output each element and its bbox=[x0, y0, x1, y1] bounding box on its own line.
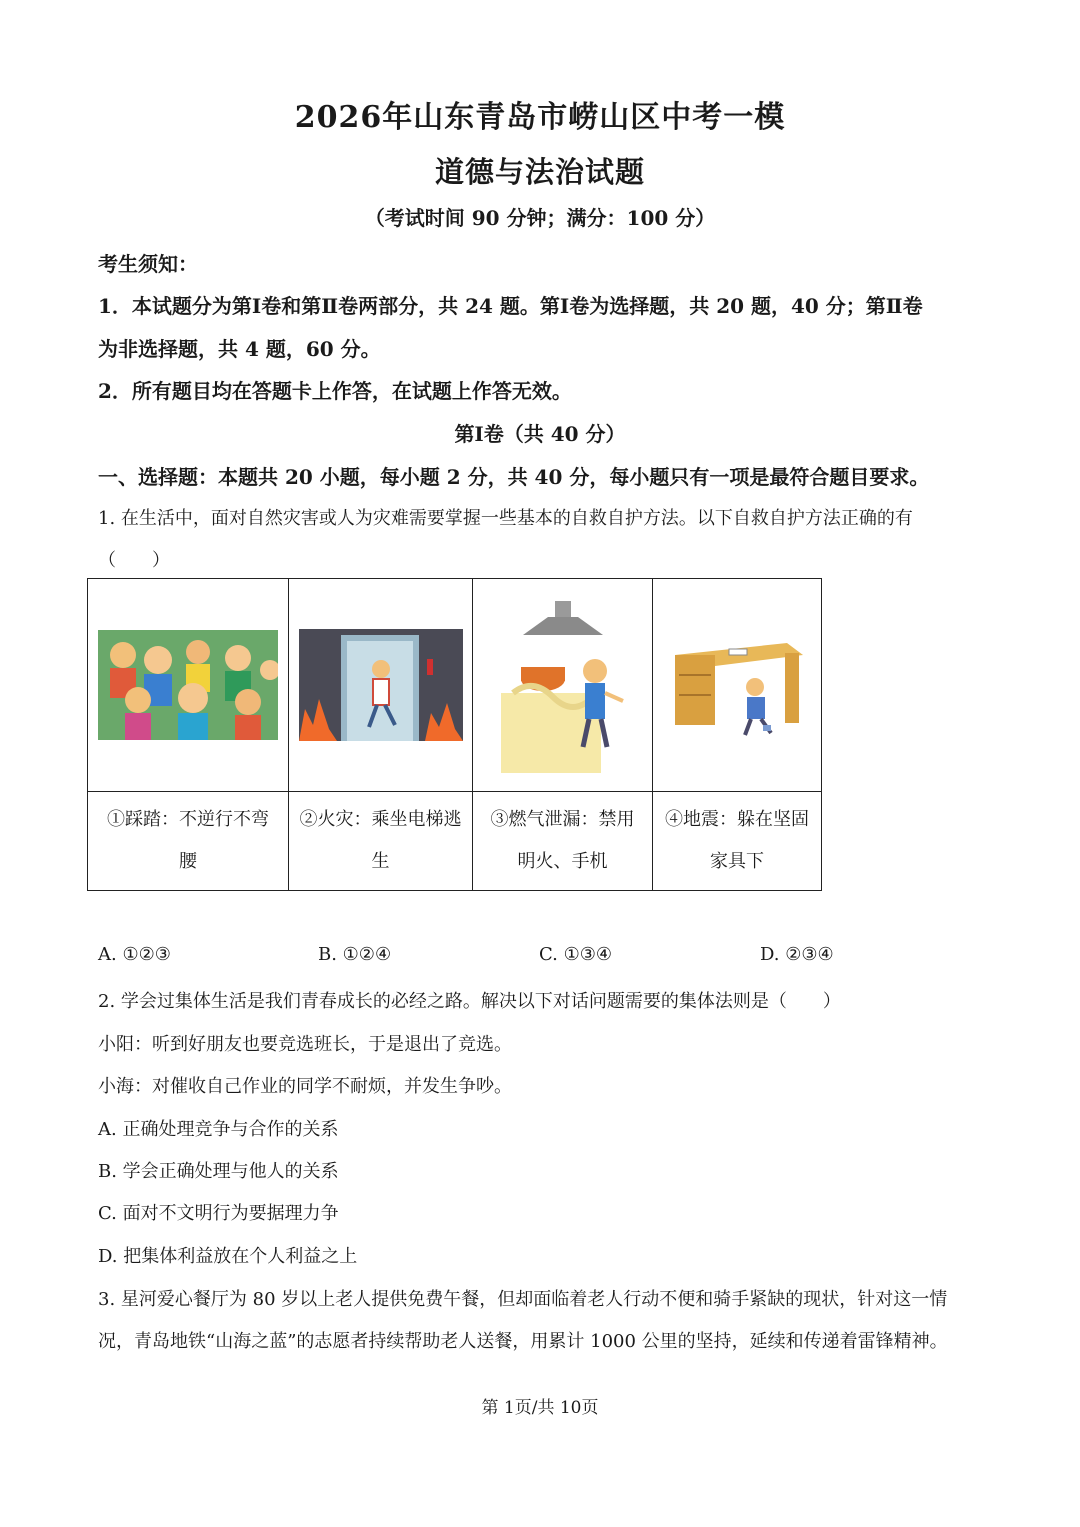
q2-option-a: A. 正确处理竞争与合作的关系 bbox=[98, 1119, 339, 1140]
q1-stem-line1: 1. 在生活中，面对自然灾害或人为灾难需要掌握一些基本的自救自护方法。以下自救自护方法正确的有 bbox=[98, 508, 913, 529]
q1-cell-3-image bbox=[473, 579, 653, 792]
q1-cell-1-caption bbox=[88, 792, 289, 891]
q3-line2: 况，青岛地铁“山海之蓝”的志愿者持续帮助老人送餐，用累计 1000 公里的坚持，延续和传递着雷锋精神。 bbox=[98, 1331, 948, 1352]
exam-title: 2026年山东青岛市崂山区中考一模 bbox=[294, 100, 786, 135]
stampede-illustration-icon bbox=[98, 630, 278, 740]
notice-heading: 考生须知： bbox=[98, 252, 198, 276]
q1-cell-2-caption bbox=[289, 792, 473, 891]
q2-dialogue-b: 小海：对催收自己作业的同学不耐烦，并发生争吵。 bbox=[98, 1076, 512, 1097]
q1-option-b: B. ①②④ bbox=[318, 944, 392, 965]
elevator-fire-illustration-icon bbox=[299, 629, 463, 741]
earthquake-desk-illustration-icon bbox=[667, 625, 807, 745]
notice-item2: 2．所有题目均在答题卡上作答，在试题上作答无效。 bbox=[98, 379, 572, 403]
q1-cell-3-caption-line2: 明火、手机 bbox=[517, 851, 608, 872]
page-footer: 第 1页/共 10页 bbox=[481, 1398, 599, 1418]
q1-cell-1-image bbox=[88, 579, 289, 792]
q1-cell-2-image bbox=[289, 579, 473, 792]
q1-cell-3-caption-line1: ③燃气泄漏：禁用 bbox=[490, 809, 635, 830]
exam-info: （考试时间 90 分钟；满分：100 分） bbox=[364, 206, 716, 230]
q1-cell-4-caption-line1: ④地震：躲在坚固 bbox=[665, 809, 809, 830]
q1-cell-2-caption-line2: 生 bbox=[371, 851, 390, 872]
notice-item1-line2: 为非选择题，共 4 题，60 分。 bbox=[98, 337, 381, 361]
q2-dialogue-a: 小阳：听到好朋友也要竞选班长，于是退出了竞选。 bbox=[98, 1034, 512, 1055]
q2-stem: 2. 学会过集体生活是我们青春成长的必经之路。解决以下对话问题需要的集体法则是（ ） bbox=[98, 991, 841, 1012]
exam-subject: 道德与法治试题 bbox=[434, 155, 645, 189]
q2-option-d: D. 把集体利益放在个人利益之上 bbox=[98, 1246, 358, 1267]
q1-cell-1-caption-line1: ①踩踏：不逆行不弯 bbox=[107, 809, 269, 830]
q1-cell-3-caption bbox=[473, 792, 653, 891]
gas-leak-illustration-icon bbox=[493, 597, 633, 773]
section-heading: 一、选择题：本题共 20 小题，每小题 2 分，共 40 分，每小题只有一项是最符合题目要求。 bbox=[98, 465, 930, 489]
q1-option-d: D. ②③④ bbox=[760, 944, 834, 965]
q1-option-a: A. ①②③ bbox=[98, 944, 171, 965]
q2-option-c: C. 面对不文明行为要据理力争 bbox=[98, 1203, 339, 1224]
q1-cell-4-image bbox=[653, 579, 822, 792]
notice-item1-line1: 1．本试题分为第Ⅰ卷和第Ⅱ卷两部分，共 24 题。第Ⅰ卷为选择题，共 20 题，40 分；第Ⅱ卷 bbox=[98, 294, 923, 318]
q1-option-c: C. ①③④ bbox=[539, 944, 612, 965]
q1-picture-table bbox=[87, 578, 822, 891]
q2-option-b: B. 学会正确处理与他人的关系 bbox=[98, 1161, 339, 1182]
q3-line1: 3. 星河爱心餐厅为 80 岁以上老人提供免费午餐，但却面临着老人行动不便和骑手紧缺的现状，针对这一情 bbox=[98, 1289, 948, 1310]
q1-cell-1-caption-line2: 腰 bbox=[179, 851, 197, 872]
q1-stem-line2: （ ） bbox=[98, 550, 170, 571]
part1-heading: 第Ⅰ卷（共 40 分） bbox=[454, 422, 626, 446]
q1-cell-2-caption-line1: ②火灾：乘坐电梯逃 bbox=[299, 809, 462, 830]
q1-cell-4-caption bbox=[653, 792, 822, 891]
q1-cell-4-caption-line2: 家具下 bbox=[710, 851, 764, 872]
